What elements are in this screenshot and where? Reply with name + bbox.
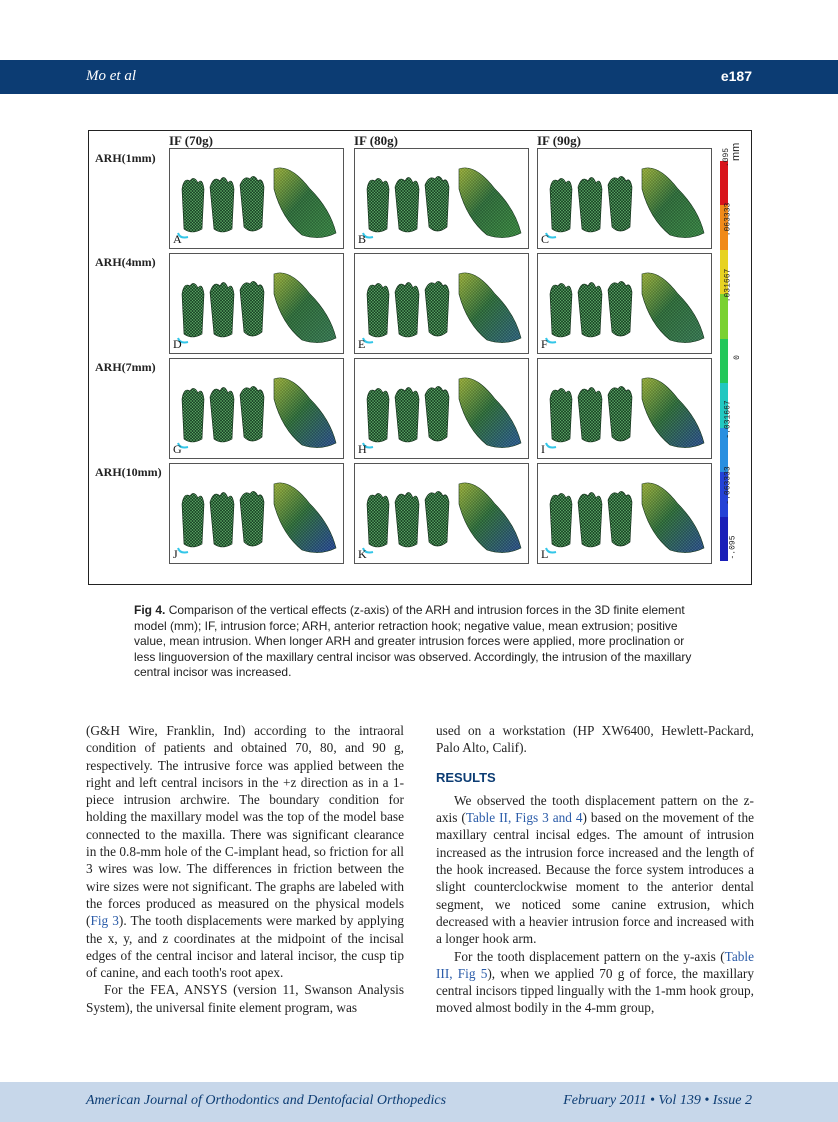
figure-4: [88, 130, 752, 585]
tooth-mesh: [550, 388, 572, 442]
row-label-10mm: ARH(10mm): [95, 465, 162, 479]
paragraph: [436, 948, 754, 1017]
text: ), when we applied 70 g of force, the maxillary central incisors tipped lingually with the 1-mm hook group, moved almost bodily in the 4-mm group,: [436, 965, 754, 1016]
fem-panel: [354, 253, 529, 354]
paragraph: [436, 722, 754, 757]
scale-tick: -.095: [728, 535, 738, 560]
tooth-mesh: [425, 281, 449, 336]
tooth-mesh: [367, 493, 389, 547]
journal-name: American Journal of Orthodontics and Dentofacial Orthopedics: [86, 1093, 447, 1108]
right-column: [436, 722, 754, 1017]
panel-letter: C: [541, 232, 550, 246]
incisor-mesh-overlay: [642, 273, 704, 343]
panel-letter: I: [541, 442, 545, 456]
tooth-mesh: [395, 387, 419, 442]
tooth-mesh: [578, 177, 602, 232]
tooth-mesh: [210, 177, 234, 232]
fem-panel: [537, 358, 712, 459]
scale-tick: -.063333: [723, 466, 733, 505]
tooth-mesh: [395, 282, 419, 337]
results-heading: RESULTS: [436, 769, 496, 785]
scale-color-segment: [720, 161, 728, 205]
row-label-7mm: ARH(7mm): [95, 360, 156, 374]
incisor-mesh-overlay: [642, 168, 704, 238]
issue-info: February 2011 • Vol 139 • Issue 2: [563, 1093, 752, 1108]
tooth-mesh: [550, 178, 572, 232]
teeth-mesh-graphic: [538, 359, 711, 458]
column-label-90g: IF (90g): [537, 133, 581, 148]
left-column: [86, 722, 404, 1016]
incisor-mesh-overlay: [459, 273, 521, 343]
fem-panel: [169, 463, 344, 564]
incisor-mesh-overlay: [459, 168, 521, 238]
panel-letter: D: [173, 337, 182, 351]
tooth-mesh: [367, 388, 389, 442]
tooth-mesh: [210, 492, 234, 547]
panel-letter: A: [173, 232, 182, 246]
teeth-mesh-graphic: [355, 254, 528, 353]
tooth-mesh: [210, 387, 234, 442]
teeth-mesh-graphic: [170, 254, 343, 353]
scale-color-segment: [720, 339, 728, 383]
fem-panel: [537, 463, 712, 564]
scale-tick: 0: [732, 355, 742, 360]
panel-letter: B: [358, 232, 367, 246]
tooth-mesh: [240, 386, 264, 441]
panel-letter: G: [173, 442, 182, 456]
tooth-mesh: [240, 491, 264, 546]
scale-tick: -.031667: [723, 400, 733, 439]
text: For the FEA, ANSYS (version 11, Swanson Analysis System), the universal finite element program, was: [86, 982, 404, 1015]
text: ). The tooth displacements were marked by applying the x, y, and z coordinates at the midpoint of the incisal edges of the central incisor and lateral incisor, the cusp tip of canine, and each tooth's root apex.: [86, 913, 404, 981]
reference-outline: [546, 443, 556, 448]
panel-letter: F: [541, 337, 548, 351]
tooth-mesh: [240, 176, 264, 231]
column-label-80g: IF (80g): [354, 133, 398, 148]
panel-letter: K: [358, 547, 367, 561]
running-head-authors: Mo et al: [86, 68, 136, 84]
text: (G&H Wire, Franklin, Ind) according to the intraoral condition of patients and obtained 70, 80, and 90 g, respectively. The intrusive force was applied between the right and left central incisors in the +z direction as in a 1-piece intrusion archwire. The boundary condition for holding the maxillary model was the top of the model base connected to the maxilla. There was significant clearance in the 0.8-mm hole of the C-implant head, so friction for all 3 wires was low. The differences in friction between the wire sizes were not significant. The graphs are labeled with the forces produced as measured on the physical models (: [86, 723, 404, 929]
scale-tick: .095: [722, 147, 732, 168]
table-3-link[interactable]: Table III, Fig 5: [436, 948, 754, 981]
incisor-mesh-overlay: [274, 483, 336, 553]
teeth-mesh-graphic: [170, 149, 343, 248]
fem-panel: [354, 463, 529, 564]
tooth-mesh: [182, 283, 204, 337]
fem-panel: [537, 253, 712, 354]
paragraph: [86, 981, 404, 1016]
text: For the tooth displacement pattern on the y-axis (: [454, 948, 725, 964]
tooth-mesh: [425, 176, 449, 231]
tooth-mesh: [578, 282, 602, 337]
row-label-1mm: ARH(1mm): [95, 151, 156, 165]
text: We observed the tooth displacement pattern on the z-axis (: [436, 792, 754, 826]
teeth-mesh-graphic: [170, 359, 343, 458]
teeth-mesh-graphic: [170, 464, 343, 563]
paragraph: [86, 722, 404, 981]
tooth-mesh: [210, 282, 234, 337]
tooth-mesh: [182, 178, 204, 232]
incisor-mesh-overlay: [274, 168, 336, 238]
incisor-mesh-overlay: [459, 483, 521, 553]
tooth-mesh: [425, 386, 449, 441]
teeth-mesh-graphic: [538, 464, 711, 563]
tooth-mesh: [182, 493, 204, 547]
text: used on a workstation (HP XW6400, Hewlett-Packard, Palo Alto, Calif).: [436, 723, 754, 756]
reference-outline: [178, 548, 188, 553]
tooth-mesh: [578, 387, 602, 442]
panel-letter: E: [358, 337, 366, 351]
tooth-mesh: [425, 491, 449, 546]
panel-letter: J: [173, 547, 178, 561]
tooth-mesh: [608, 491, 632, 546]
tooth-mesh: [608, 176, 632, 231]
figure-caption: [134, 603, 704, 681]
incisor-mesh-overlay: [274, 273, 336, 343]
tooth-mesh: [550, 493, 572, 547]
tooth-mesh: [578, 492, 602, 547]
panel-letter: L: [541, 547, 549, 561]
incisor-mesh-overlay: [274, 378, 336, 448]
row-label-4mm: ARH(4mm): [95, 255, 156, 269]
tooth-mesh: [550, 283, 572, 337]
teeth-mesh-graphic: [355, 464, 528, 563]
footer: [0, 1082, 838, 1122]
tooth-mesh: [367, 178, 389, 232]
table-2-link[interactable]: Table II, Figs 3 and 4: [465, 810, 583, 826]
panel-letter: H: [358, 442, 367, 456]
tooth-mesh: [608, 281, 632, 336]
fem-panel: [169, 358, 344, 459]
incisor-mesh-overlay: [642, 483, 704, 553]
tooth-mesh: [395, 492, 419, 547]
incisor-mesh-overlay: [459, 378, 521, 448]
teeth-mesh-graphic: [355, 359, 528, 458]
fem-panel: [169, 148, 344, 249]
fem-panel: [354, 148, 529, 249]
running-header: [0, 60, 838, 94]
scale-tick: .031667: [723, 268, 733, 303]
tooth-mesh: [367, 283, 389, 337]
fem-panel: [354, 358, 529, 459]
fem-panel: [537, 148, 712, 249]
tooth-mesh: [240, 281, 264, 336]
incisor-mesh-overlay: [642, 378, 704, 448]
tooth-mesh: [608, 386, 632, 441]
fig-3-link[interactable]: Fig 3: [90, 913, 119, 929]
teeth-mesh-graphic: [538, 254, 711, 353]
caption-text: Comparison of the vertical effects (z-axis) of the ARH and intrusion forces in the 3D finite element model (mm); IF, intrusion force; ARH, anterior retraction hook; negative value, mean extrusion; positive value, mean intrusion. When longer ARH and greater intrusion forces were applied, more proclination or less linguoversion of the maxillary central incisor was observed. Accordingly, the intrusion of the maxillary central incisor was increased.: [134, 603, 692, 679]
scale-color-segment: [720, 517, 728, 561]
tooth-mesh: [395, 177, 419, 232]
scale-unit: mm: [730, 142, 742, 161]
caption-label: Fig 4.: [134, 603, 166, 617]
tooth-mesh: [182, 388, 204, 442]
text: ) based on the movement of the maxillary central incisal edges. The amount of intrusion increased as the intrusion force increased and the length of the hook increased. Because the force system introduces a slight counterclockwise moment to the anterior dental segment, we noticed some canine extrusion, which decreased with a heavier intrusion force and increased with a longer hook arm.: [436, 810, 754, 947]
column-label-70g: IF (70g): [169, 133, 213, 148]
teeth-mesh-graphic: [538, 149, 711, 248]
paragraph: [436, 792, 754, 948]
fem-panel: [169, 253, 344, 354]
scale-tick: .063333: [723, 202, 733, 237]
page-number: e187: [720, 68, 752, 84]
teeth-mesh-graphic: [355, 149, 528, 248]
